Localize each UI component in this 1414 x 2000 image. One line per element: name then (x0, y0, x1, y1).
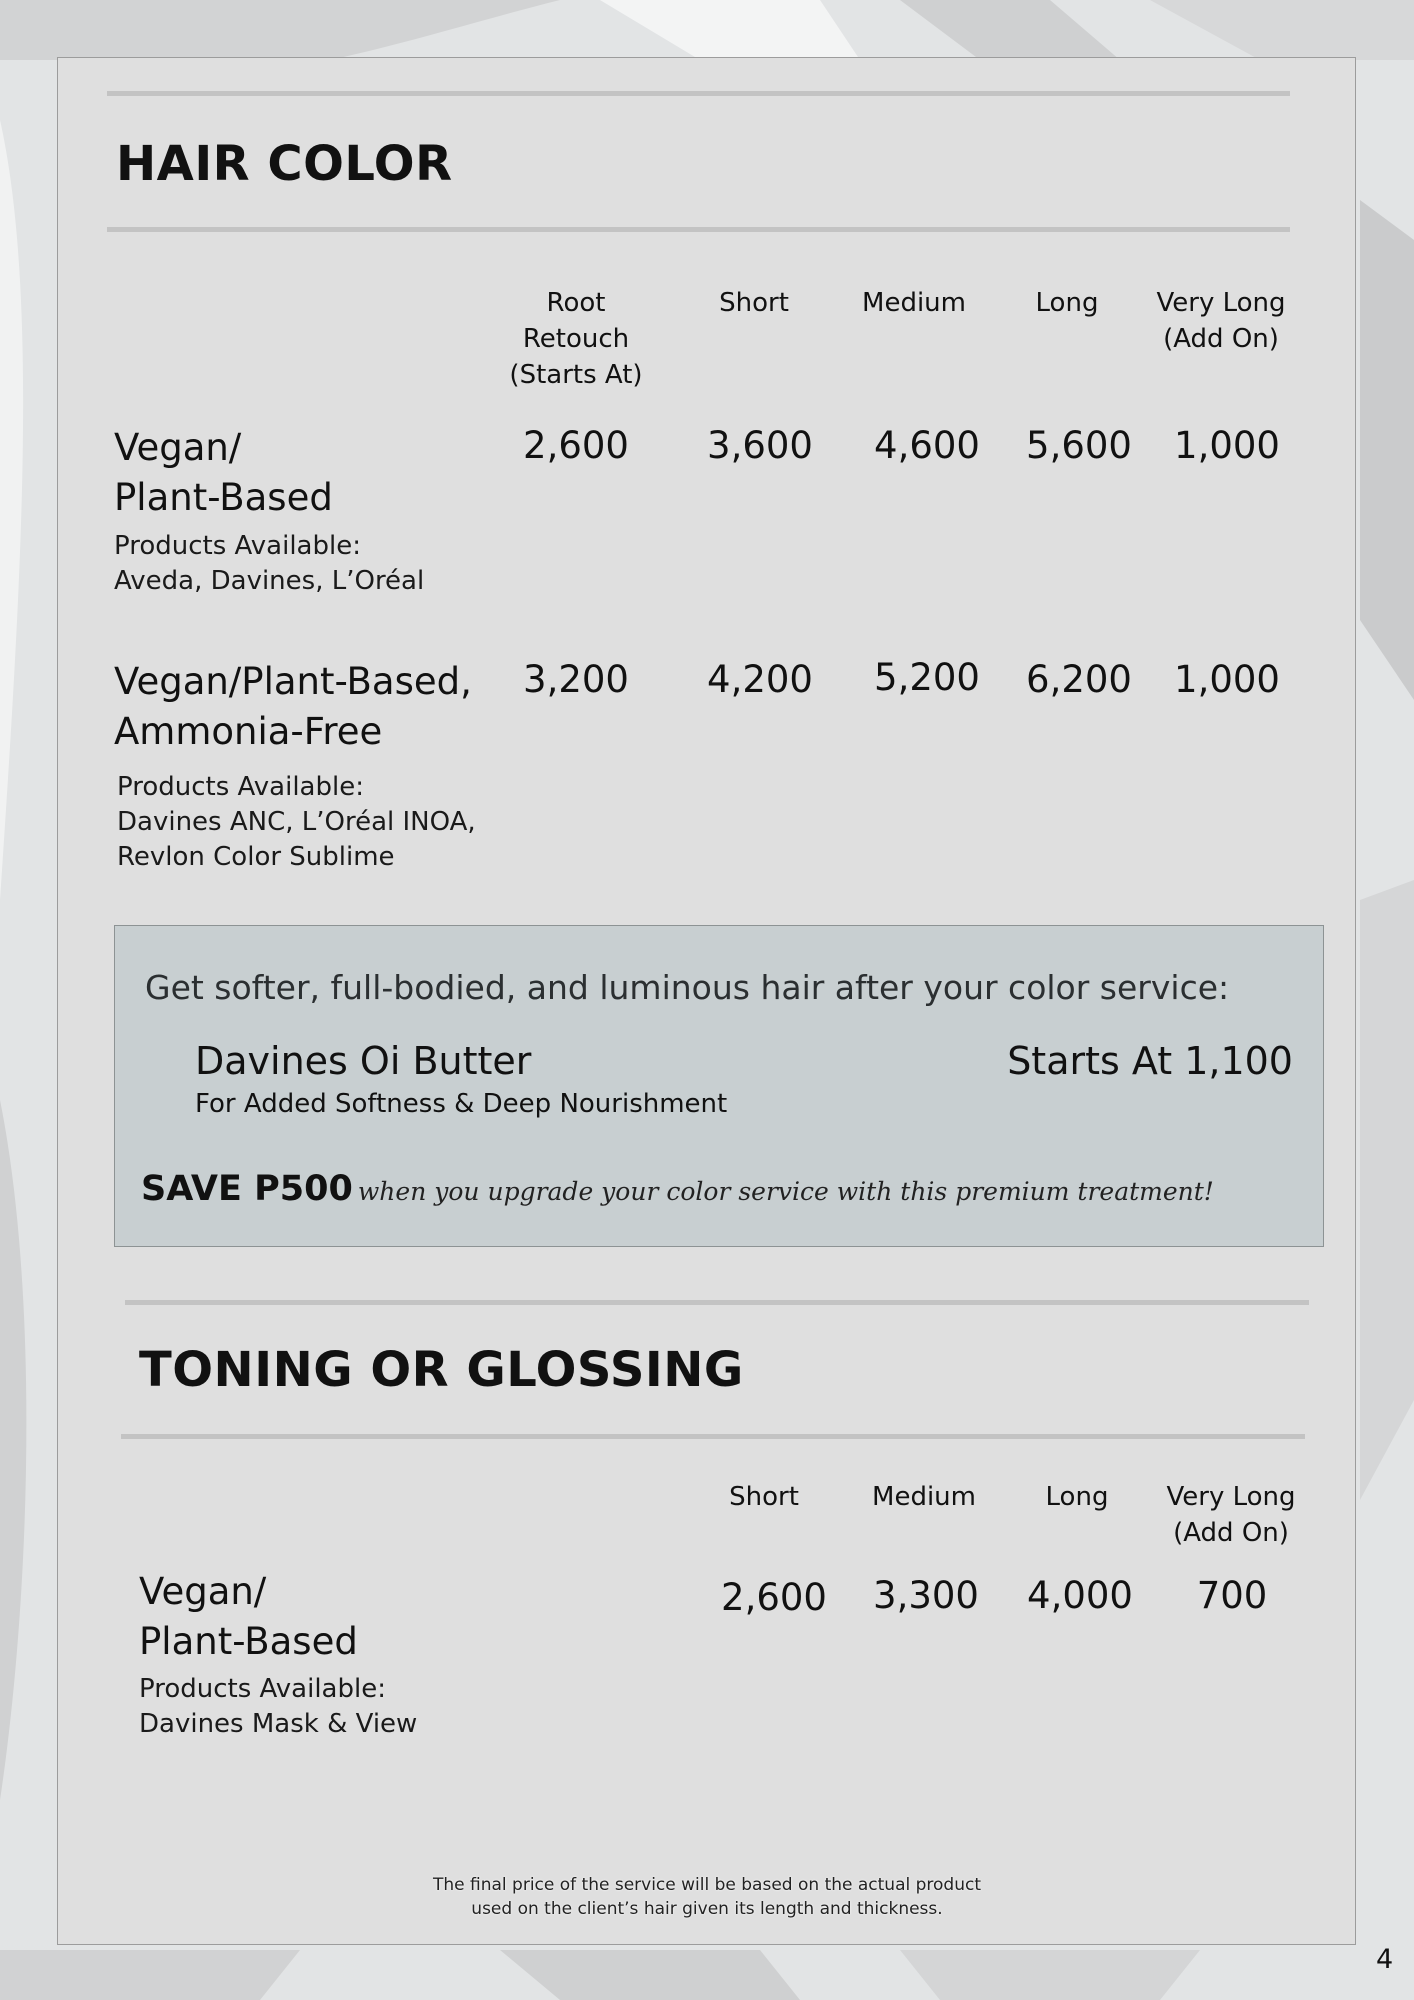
price-medium: 5,200 (874, 656, 980, 699)
col-header-very-long: Very Long (Add On) (1156, 288, 1286, 354)
service-name: Vegan/ Plant-Based (114, 426, 333, 519)
page-number: 4 (1376, 1944, 1394, 1975)
products-available: Products Available: Aveda, Davines, L’Oréal (114, 531, 425, 596)
price-long: 4,000 (1027, 1574, 1133, 1617)
price-very-long: 1,000 (1174, 658, 1280, 701)
products-available: Products Available: Davines ANC, L’Oréal INOA, Revlon Color Sublime (117, 772, 476, 872)
col-header-short: Short (729, 1482, 799, 1512)
promo-save-text: when you upgrade your color service with this premium treatment! (357, 1177, 1214, 1206)
title-divider (107, 227, 1290, 232)
price-short: 2,600 (721, 1576, 827, 1619)
price-root-retouch: 3,200 (523, 658, 629, 701)
products-available: Products Available: Davines Mask & View (139, 1674, 418, 1739)
promo-box (114, 925, 1324, 1247)
price-very-long: 700 (1196, 1574, 1268, 1617)
price-medium: 4,600 (874, 424, 980, 467)
toning-top-divider (125, 1300, 1309, 1305)
promo-save-line (141, 1169, 1214, 1209)
col-header-very-long: Very Long (Add On) (1166, 1482, 1296, 1548)
col-header-medium: Medium (862, 288, 966, 318)
price-root-retouch: 2,600 (523, 424, 629, 467)
promo-intro: Get softer, full-bodied, and luminous hair after your color service: (145, 968, 1230, 1007)
top-divider (107, 91, 1290, 96)
price-short: 3,600 (707, 424, 813, 467)
toning-title-divider (121, 1434, 1305, 1439)
promo-price: Starts At 1,100 (1007, 1039, 1293, 1083)
col-header-short: Short (719, 288, 789, 318)
promo-save-amount: SAVE P500 (141, 1169, 353, 1209)
promo-product-name: Davines Oi Butter (195, 1039, 532, 1083)
price-long: 5,600 (1026, 424, 1132, 467)
price-short: 4,200 (707, 658, 813, 701)
footer-note: The final price of the service will be based on the actual product used on the client’s hair given its length and thickness. (432, 1875, 982, 1919)
service-name: Vegan/ Plant-Based (139, 1570, 358, 1663)
service-name: Vegan/Plant-Based, Ammonia-Free (114, 660, 472, 753)
col-header-long: Long (1045, 1482, 1109, 1512)
hair-color-title: HAIR COLOR (116, 136, 453, 192)
price-long: 6,200 (1026, 658, 1132, 701)
price-very-long: 1,000 (1174, 424, 1280, 467)
col-header-root-retouch: Root Retouch (Starts At) (509, 288, 643, 390)
col-header-long: Long (1035, 288, 1099, 318)
toning-title: TONING OR GLOSSING (139, 1342, 744, 1398)
col-header-medium: Medium (872, 1482, 976, 1512)
promo-product-description: For Added Softness & Deep Nourishment (195, 1089, 728, 1119)
price-medium: 3,300 (873, 1574, 979, 1617)
